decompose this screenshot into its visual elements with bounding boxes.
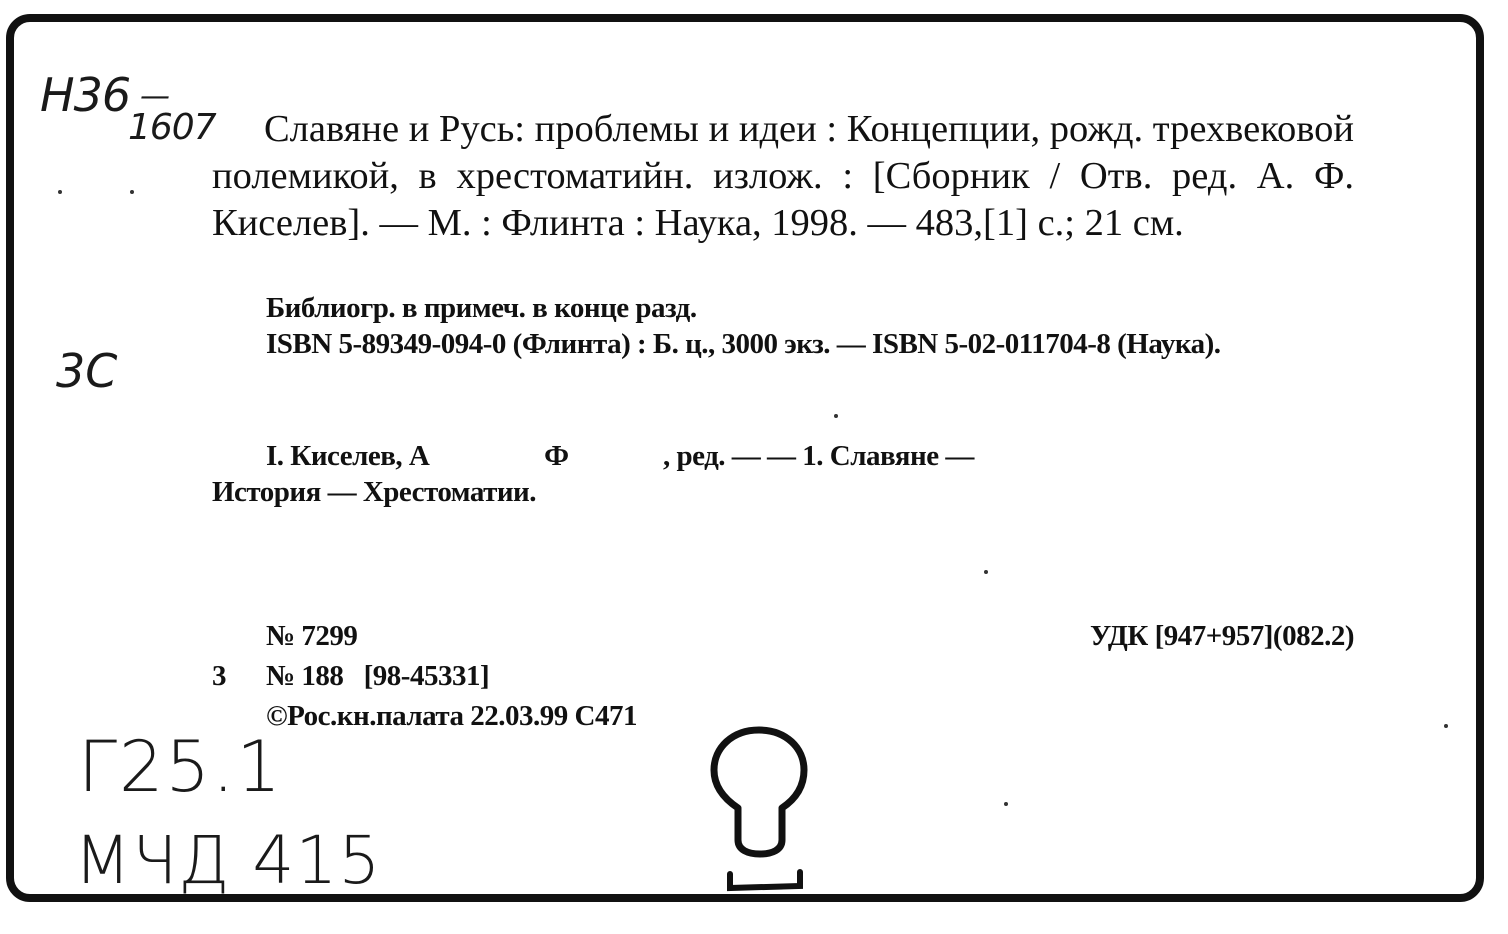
handwritten-code-left: 3С	[56, 344, 118, 398]
registration-number: № 188 [98-45331]	[266, 660, 490, 692]
footer-block	[212, 618, 1354, 738]
speck	[130, 190, 134, 194]
handwritten-code-bottom-2: МЧД 415	[74, 822, 382, 899]
speck	[58, 190, 62, 194]
isbn-note: ISBN 5-89349-094-0 (Флинта) : Б. ц., 3000 экз. — ISBN 5-02-011704-8 (Наука).	[266, 328, 1221, 360]
copyright-line: ©Рос.кн.палата 22.03.99 С471	[266, 700, 637, 732]
handwritten-shelf-mark	[40, 68, 216, 148]
keyhole-stamp	[704, 722, 814, 902]
footer-row-2	[212, 658, 1354, 698]
tracing-line-2: История — Хрестоматии.	[212, 476, 537, 508]
speck	[1444, 724, 1448, 728]
bibliographic-title: Славяне и Русь: проблемы и идеи : Концепции, рожд. трехвековой полемикой, в хрестоматийн. излож. : [Сборник / Отв. ред. А. Ф. Киселев]. — М. : Флинта : Наука, 1998. — 483,[1] с.; 21 см.	[212, 108, 1354, 244]
speck	[834, 414, 838, 418]
shelf-mark-denominator: 1607	[128, 107, 216, 148]
tracing-line-1: I. Киселев, А Ф , ред. — — 1. Славяне —	[266, 440, 974, 472]
handwritten-code-bottom-1: Г25.1	[78, 726, 283, 808]
shelf-mark-main: Н36	[40, 68, 131, 122]
notes-block	[212, 290, 1354, 362]
bibliography-note: Библиогр. в примеч. в конце разд.	[266, 292, 697, 324]
card-number: № 7299	[266, 620, 358, 652]
footer-row-1	[212, 618, 1354, 658]
shelf-mark-numerator: —	[140, 79, 169, 114]
speck	[984, 570, 988, 574]
tracings-block	[212, 438, 1354, 510]
copy-count: 3	[212, 660, 226, 692]
catalog-card	[6, 14, 1484, 902]
speck	[1004, 802, 1008, 806]
udk-code: УДК [947+957](082.2)	[1090, 620, 1354, 652]
